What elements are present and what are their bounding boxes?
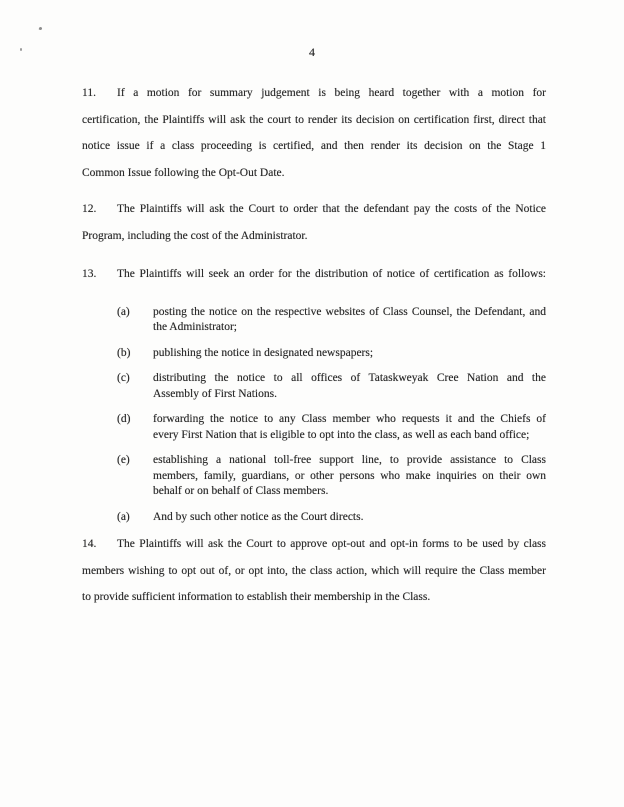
list-item-d [82,412,546,443]
list-item-line: every First Nation that is eligible to opt into the class, as well as each band office; [153,428,530,441]
list-item-e [82,453,546,500]
list-item-b [82,346,546,362]
list-item-line: forwarding the notice to any Class member who requests it and the Chiefs of [153,413,546,425]
list-item-letter: (b) [117,346,131,359]
list-item-line: publishing the notice in designated newspapers; [153,346,374,359]
list-item-line: behalf or on behalf of Class members. [153,485,329,497]
list-item-letter: (c) [117,372,130,384]
paragraph-line: Common Issue following the Opt-Out Date. [82,166,285,179]
paragraph-line: members wishing to opt out of, or opt into, the class action, which will require the Class member [82,564,546,577]
paragraph-line: Program, including the cost of the Administrator. [82,229,308,242]
paragraph-number: 14. [82,538,97,550]
paragraph-text: If a motion for summary judgement is being heard together with a motion for [117,87,546,99]
list-item-line: establishing a national toll-free support line, to provide assistance to Class [153,454,546,466]
paragraph-number: 13. [82,268,97,280]
paragraph-line [82,531,546,558]
list-item-line: And by such other notice as the Court directs. [153,510,364,523]
list-item-line: members, family, guardians, or other persons who make inquiries on their own [153,469,546,482]
notice-distribution-list [82,305,546,526]
page-number: 4 [309,45,315,59]
paragraph-number: 11. [82,87,96,99]
paragraph-line [82,80,546,107]
paragraph-line: to provide sufficient information to establish their membership in the Class. [82,591,431,603]
paragraph-line [82,261,546,288]
paragraph-text: The Plaintiffs will ask the Court to order that the defendant pay the costs of the Notice [117,203,546,215]
list-item-a2 [82,510,546,526]
list-item-line: posting the notice on the respective websites of Class Counsel, the Defendant, and [153,305,546,318]
list-item-line: distributing the notice to all offices of Tataskweyak Cree Nation and the [153,372,546,384]
paragraph-line: notice issue if a class proceeding is certified, and then render its decision on the Stage 1 [82,140,546,152]
list-item-letter: (d) [117,413,131,425]
list-item-letter: (a) [117,305,130,318]
list-item-letter: (e) [117,454,130,466]
list-item-line: Assembly of First Nations. [153,387,277,400]
paragraph-line: certification, the Plaintiffs will ask the court to render its decision on certification first, direct that [82,113,546,126]
paragraph-text: The Plaintiffs will ask the Court to approve opt-out and opt-in forms to be used by class [117,538,546,550]
list-item-letter: (a) [117,510,130,523]
paragraph-13 [82,261,546,288]
list-item-a [82,305,546,336]
paragraph-text: The Plaintiffs will seek an order for the distribution of notice of certification as follows: [117,268,546,280]
document-body [82,80,546,611]
paragraph-number: 12. [82,203,97,215]
list-item-c [82,371,546,402]
paragraph-14 [82,531,546,611]
paragraph-11 [82,80,546,186]
paragraph-line [82,196,546,223]
paragraph-12 [82,196,546,249]
scan-speck [20,48,22,51]
list-item-line: the Administrator; [153,321,238,333]
